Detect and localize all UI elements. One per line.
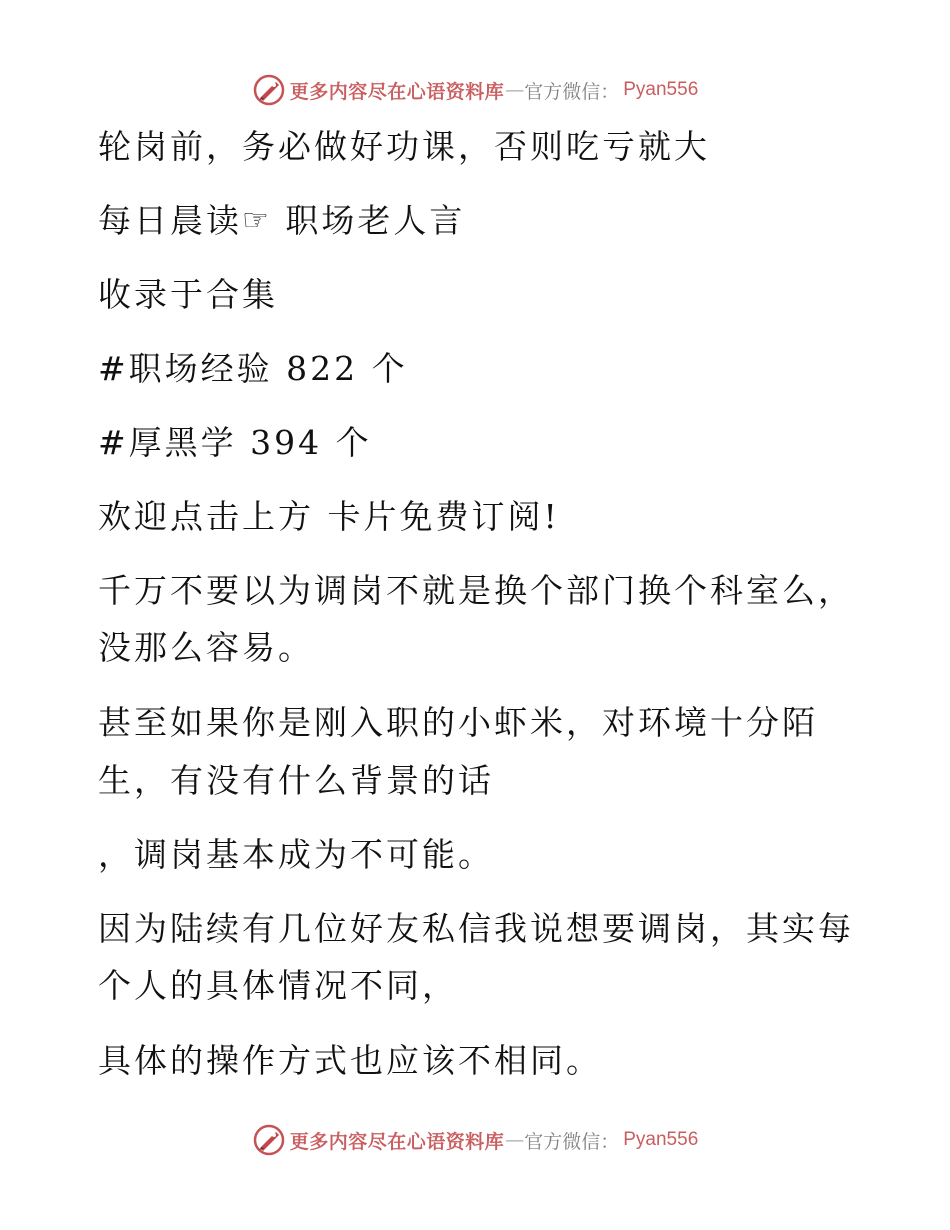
text-segment: 职场老人言 xyxy=(271,201,466,240)
text-line: #厚黑学 394 个 xyxy=(98,423,372,462)
text-line: 甚至如果你是刚入职的小虾米，对环境十分陌 xyxy=(98,703,818,742)
pointing-hand-icon: ☞ xyxy=(242,203,272,238)
text-line: 千万不要以为调岗不就是换个部门换个科室么， xyxy=(98,571,854,610)
text-line: 欢迎点击上方 卡片免费订阅! xyxy=(98,497,560,536)
text-line: 没那么容易。 xyxy=(98,628,314,667)
text-line: 收录于合集 xyxy=(98,275,278,314)
text-line: 因为陆续有几位好友私信我说想要调岗，其实每 xyxy=(98,909,854,948)
watermark-footer xyxy=(0,1120,950,1160)
quill-pen-logo-icon xyxy=(252,1123,286,1157)
watermark-group xyxy=(252,1123,699,1157)
text-line: ，调岗基本成为不可能。 xyxy=(98,835,494,874)
text-line-with-icon xyxy=(98,201,465,241)
text-line: #职场经验 822 个 xyxy=(98,349,408,388)
watermark-text: 更多内容尽在心语资料库 xyxy=(289,1130,505,1153)
watermark-text: 更多内容尽在心语资料库 xyxy=(289,80,505,103)
text-segment: 每日晨读 xyxy=(98,201,242,240)
watermark-wechat-id: Pyan556 xyxy=(623,1129,699,1150)
text-line: 个人的具体情况不同， xyxy=(98,966,458,1005)
text-line: 轮岗前，务必做好功课，否则吃亏就大 xyxy=(98,127,710,166)
watermark-official-label: 官方微信： xyxy=(524,1130,620,1153)
watermark-dash: — xyxy=(505,1129,525,1151)
text-line: 生，有没有什么背景的话 xyxy=(98,761,494,800)
text-line: 具体的操作方式也应该不相同。 xyxy=(98,1041,602,1080)
watermark-dash: — xyxy=(505,79,525,101)
watermark-wechat-id: Pyan556 xyxy=(623,79,699,100)
watermark-official-label: 官方微信： xyxy=(524,80,620,103)
